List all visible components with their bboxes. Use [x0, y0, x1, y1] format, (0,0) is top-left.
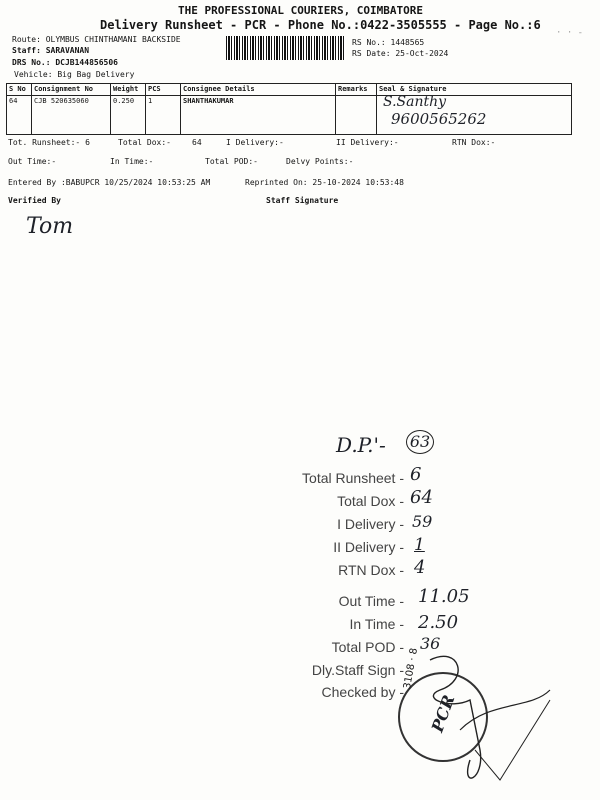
stamp-label-dly-staff-sign: Dly.Staff Sign - [311, 662, 404, 678]
cell-sno: 64 [7, 96, 32, 135]
runsheet-title: Delivery Runsheet - PCR - Phone No.:0422-3505555 - Page No.:6 [100, 18, 541, 32]
in-time-label: In Time:- [110, 157, 154, 166]
cell-remarks [336, 96, 377, 135]
stamp-label-i-delivery: I Delivery - [337, 516, 404, 532]
stamp-value-in-time: 2.50 [418, 612, 459, 633]
vehicle-text: Vehicle: Big Bag Delivery [14, 70, 135, 79]
col-header-remarks: Remarks [336, 84, 377, 96]
drs-number: DRS No.: DCJB144856506 [12, 58, 118, 67]
stamp-value-rtn-dox: 4 [414, 557, 426, 578]
i-delivery-label: I Delivery:- [226, 138, 284, 147]
stamp-value-total-dox: 64 [410, 487, 433, 508]
verifier-signature: Tom [26, 214, 74, 239]
ii-delivery-label: II Delivery:- [336, 138, 399, 147]
cell-pcs: 1 [146, 96, 181, 135]
entered-by: Entered By :BABUPCR 10/25/2024 10:53:25 AM [8, 178, 211, 187]
total-pod-label: Total POD:- [205, 157, 258, 166]
stamp-value-out-time: 11.05 [418, 586, 470, 607]
seal-ring-text: 3108 · 8 [402, 647, 421, 690]
reprinted-on: Reprinted On: 25-10-2024 10:53:48 [245, 178, 404, 187]
corner-mark: · · - [556, 28, 584, 38]
cell-consignee: SHANTHAKUMAR [181, 96, 336, 135]
stamp-label-rtn-dox: RTN Dox - [338, 562, 404, 578]
stamp-value-i-delivery: 59 [412, 512, 433, 531]
cell-consignment: CJB 520635060 [32, 96, 111, 135]
scribble-signature-icon [400, 640, 570, 790]
rs-number: RS No.: 1448565 [352, 38, 425, 47]
stamp-value-total-pod: 36 [420, 634, 441, 653]
table-header-row [7, 84, 572, 96]
total-dox-value: 64 [192, 138, 202, 147]
stamp-label-out-time: Out Time - [338, 593, 404, 609]
company-name: THE PROFESSIONAL COURIERS, COIMBATORE [178, 4, 424, 17]
route-text: Route: OLYMBUS CHINTHAMANI BACKSIDE [12, 35, 181, 44]
col-header-consignee: Consignee Details [181, 84, 336, 96]
col-header-sno: S No [7, 84, 32, 96]
handwritten-signature: S.Santhy [383, 94, 447, 110]
dp-value: 63 [406, 430, 434, 454]
stamp-label-total-pod: Total POD - [331, 639, 404, 655]
dp-label: D.P.'- [336, 433, 386, 457]
stamp-label-in-time: In Time - [349, 616, 404, 632]
handwritten-phone: 9600565262 [391, 110, 487, 128]
rtn-dox-label: RTN Dox:- [452, 138, 496, 147]
staff-text: Staff: SARAVANAN [12, 46, 90, 55]
delvy-points-label: Delvy Points:- [286, 157, 354, 166]
rs-date: RS Date: 25-Oct-2024 [352, 49, 449, 58]
runsheet-table [6, 83, 572, 135]
stamp-label-total-dox: Total Dox - [337, 493, 404, 509]
total-dox-label: Total Dox:- [118, 138, 171, 147]
out-time-label: Out Time:- [8, 157, 57, 166]
staff-signature-label: Staff Signature [266, 196, 339, 205]
total-runsheet: Tot. Runsheet:- 6 [8, 138, 90, 147]
col-header-consignment: Consignment No [32, 84, 111, 96]
cell-weight: 0.250 [111, 96, 146, 135]
barcode [226, 36, 346, 60]
stamp-value-ii-delivery: 1 [414, 535, 425, 555]
table-row [7, 96, 572, 135]
cell-signature [377, 96, 572, 135]
verified-by-label: Verified By [8, 196, 61, 205]
stamp-label-ii-delivery: II Delivery - [333, 539, 404, 555]
seal-text: PCR [427, 692, 459, 735]
stamp-label-total-runsheet: Total Runsheet - [302, 470, 404, 486]
col-header-signature: Seal & Signature [377, 84, 572, 96]
stamp-value-total-runsheet: 6 [410, 464, 422, 485]
col-header-weight: Weight [111, 84, 146, 96]
col-header-pcs: PCS [146, 84, 181, 96]
stamp-label-checked-by: Checked by - [321, 684, 404, 700]
